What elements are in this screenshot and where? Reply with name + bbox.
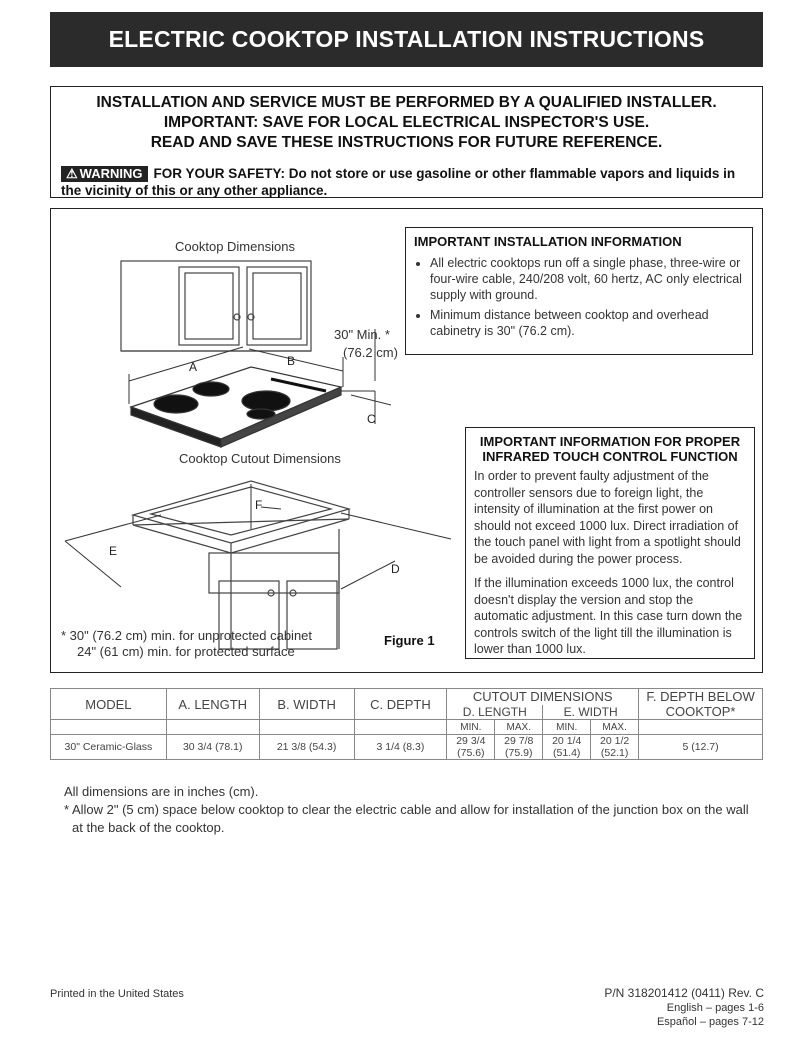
cell-c: 3 1/4 (8.3) <box>354 735 447 760</box>
cell-a: 30 3/4 (78.1) <box>166 735 259 760</box>
warning-badge: ⚠ WARNING <box>61 166 148 182</box>
column-b-width: B. WIDTH <box>259 689 354 720</box>
warning-triangle-icon: ⚠ <box>66 166 78 181</box>
cell-e-max: 20 1/2 (52.1) <box>591 735 639 760</box>
installation-info-bullet: • Minimum distance between cooktop and overhead cabinetry is 30" (76.2 cm). <box>430 307 744 339</box>
upper-cabinets <box>121 261 311 351</box>
figure-panel <box>50 208 763 673</box>
spanish-pages: Español – pages 7-12 <box>656 1016 764 1028</box>
english-pages: English – pages 1-6 <box>666 1002 764 1014</box>
notice-line-3: READ AND SAVE THESE INSTRUCTIONS FOR FUTURE REFERENCE. <box>150 134 663 151</box>
label-c: C <box>367 412 376 426</box>
cell-f: 5 (12.7) <box>639 735 763 760</box>
infrared-info-title-1: IMPORTANT INFORMATION FOR PROPER <box>479 434 741 449</box>
warning-lead: FOR YOUR SAFETY: <box>153 166 286 181</box>
min-max-row <box>51 720 763 735</box>
cutout-cabinet <box>133 481 349 649</box>
d-max-label: MAX. <box>495 720 543 735</box>
label-a: A <box>189 360 198 374</box>
column-a-length: A. LENGTH <box>166 689 259 720</box>
label-b: B <box>287 354 296 368</box>
cooktop-dimensions-caption: Cooktop Dimensions <box>175 239 295 254</box>
label-d: D <box>391 562 400 576</box>
infrared-info-paragraph-1: In order to prevent faulty adjustment of the controller sensors due to foreign light, the intensity of illumination at the first power on should not exceed 1000 lux. Direct irradiation of the touch panel with light from a spotlight should be avoided during the power process. <box>474 469 741 566</box>
cell-model: 30" Ceramic-Glass <box>51 735 167 760</box>
figure-label: Figure 1 <box>384 633 435 648</box>
label-f: F <box>255 498 263 512</box>
table-header-row <box>51 689 763 705</box>
notes-line-2: * Allow 2" (5 cm) space below cooktop to clear the electric cable and allow for installation of the junction box on the wall at the back of the cooktop. <box>64 802 749 835</box>
cell-d-min: 29 3/4 (75.6) <box>447 735 495 760</box>
column-e-width: E. WIDTH <box>543 705 639 720</box>
warning-text: Do not store or use gasoline or other flammable vapors and liquids in the vicinity of this or any other appliance. <box>61 166 736 198</box>
cell-b: 21 3/8 (54.3) <box>259 735 354 760</box>
column-d-length: D. LENGTH <box>447 705 543 720</box>
cutout-dimensions-caption: Cooktop Cutout Dimensions <box>179 451 341 466</box>
dimension-notes <box>64 783 754 837</box>
label-e: E <box>109 544 118 558</box>
installation-info-box <box>405 227 753 355</box>
notes-line-1: All dimensions are in inches (cm). <box>64 784 259 799</box>
table-row <box>51 735 763 760</box>
infrared-info-box <box>465 427 755 659</box>
e-min-label: MIN. <box>543 720 591 735</box>
e-max-label: MAX. <box>591 720 639 735</box>
installation-info-title: IMPORTANT INSTALLATION INFORMATION <box>414 234 682 249</box>
cell-d-max: 29 7/8 (75.9) <box>495 735 543 760</box>
notice-line-1: INSTALLATION AND SERVICE MUST BE PERFORMED BY A QUALIFIED INSTALLER. <box>96 94 717 111</box>
safety-warning <box>61 165 752 199</box>
installer-notice <box>50 86 763 198</box>
installation-info-bullet: • All electric cooktops run off a single phase, three-wire or four-wire cable, 240/208 volt, 60 hertz, AC only electrical supply with ground. <box>430 255 744 303</box>
cutout-dimensions-header: CUTOUT DIMENSIONS <box>447 689 639 705</box>
infrared-info-title-2: INFRARED TOUCH CONTROL FUNCTION <box>482 449 738 464</box>
min-distance-metric: (76.2 cm) <box>343 345 398 360</box>
part-number: P/N 318201412 (0411) Rev. C <box>604 986 764 1000</box>
printed-in-label: Printed in the United States <box>50 988 184 1000</box>
cabinet-footnote-2: 24" (61 cm) min. for protected surface <box>77 644 295 659</box>
cooktop-unit <box>131 367 341 447</box>
notice-line-2: IMPORTANT: SAVE FOR LOCAL ELECTRICAL INSPECTOR'S USE. <box>163 114 650 131</box>
infrared-info-paragraph-2: If the illumination exceeds 1000 lux, the control doesn't display the version and stop the automatic adjustment. In this case turn down the controls switch of the light till the illumination is lower than 1000 lux. <box>474 576 743 656</box>
cell-e-min: 20 1/4 (51.4) <box>543 735 591 760</box>
document-title: ELECTRIC COOKTOP INSTALLATION INSTRUCTIONS <box>50 12 763 67</box>
d-min-label: MIN. <box>447 720 495 735</box>
cabinet-footnote-1: * 30" (76.2 cm) min. for unprotected cabinet <box>61 628 313 643</box>
column-model: MODEL <box>51 689 167 720</box>
column-f-depth: F. DEPTH BELOW COOKTOP* <box>639 689 763 720</box>
dimensions-table <box>50 688 763 760</box>
min-distance-label: 30" Min. * <box>334 327 390 342</box>
column-c-depth: C. DEPTH <box>354 689 447 720</box>
